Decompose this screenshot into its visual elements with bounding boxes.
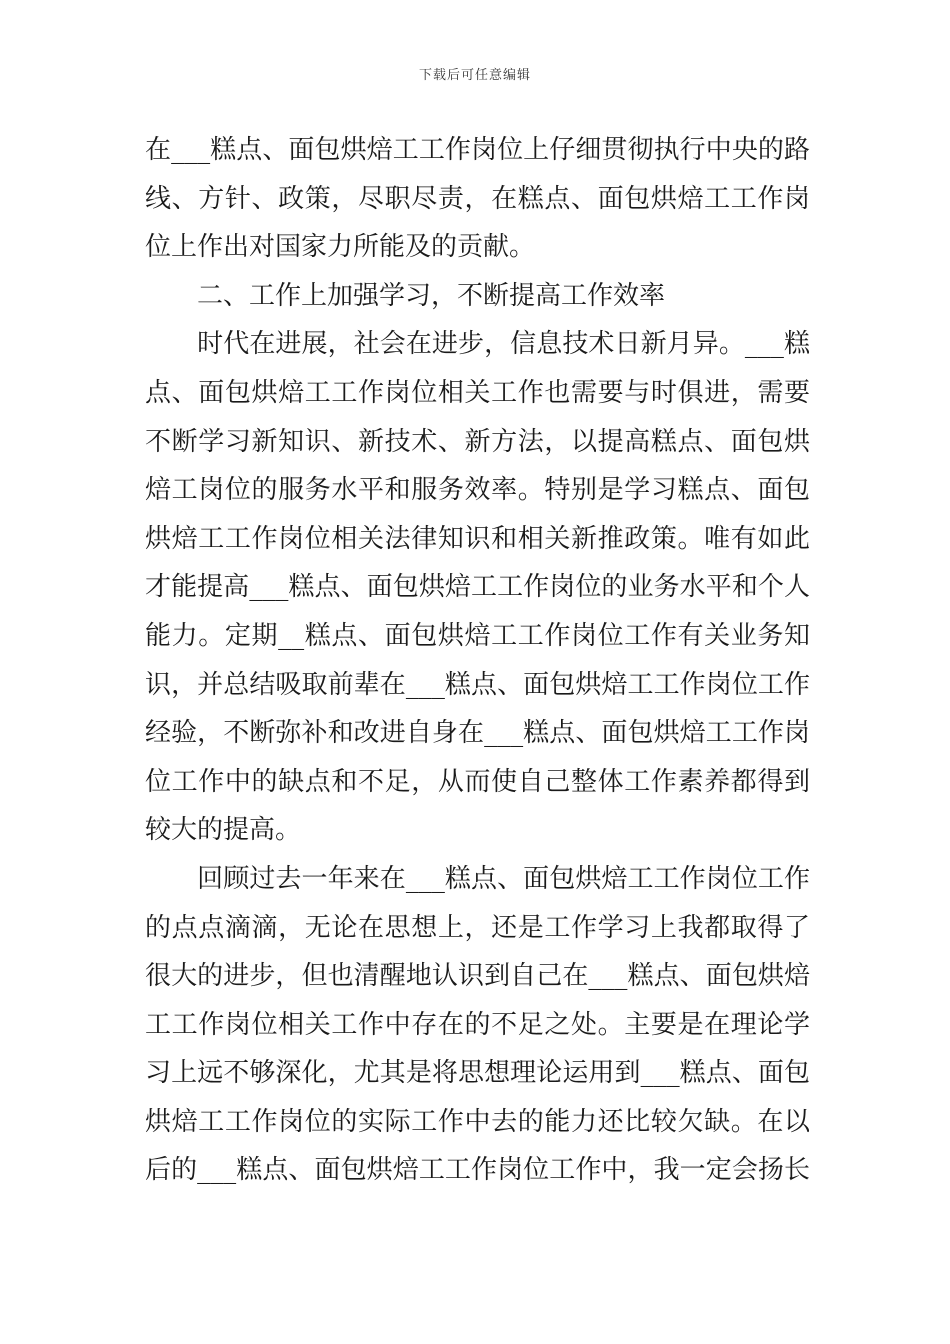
text-line: 后的___糕点、面包烘焙工工作岗位工作中，我一定会扬长 <box>145 1155 810 1186</box>
text-line: 识，并总结吸取前辈在___糕点、面包烘焙工工作岗位工作 <box>145 669 810 700</box>
text-line: 时代在进展，社会在进步，信息技术日新月异。___糕 <box>145 329 810 360</box>
text-line: 在___糕点、面包烘焙工工作岗位上仔细贯彻执行中央的路 <box>145 135 810 165</box>
text-line: 较大的提高。 <box>145 815 302 846</box>
text-line: 焙工岗位的服务水平和服务效率。特别是学习糕点、面包 <box>145 475 810 506</box>
text-line: 烘焙工工作岗位相关法律知识和相关新推政策。唯有如此 <box>145 523 810 554</box>
text-line: 能力。定期__糕点、面包烘焙工工作岗位工作有关业务知 <box>145 620 810 651</box>
page-header: 下载后可任意编辑 <box>418 68 531 83</box>
text-line: 习上远不够深化，尤其是将思想理论运用到___糕点、面包 <box>145 1058 810 1089</box>
text-line: 回顾过去一年来在___糕点、面包烘焙工工作岗位工作 <box>145 863 810 894</box>
text-line: 线、方针、政策，尽职尽责，在糕点、面包烘焙工工作岗 <box>145 183 810 214</box>
text-line: 很大的进步，但也清醒地认识到自己在___糕点、面包烘焙 <box>145 961 810 992</box>
text-line: 烘焙工工作岗位的实际工作中去的能力还比较欠缺。在以 <box>145 1106 810 1137</box>
text-line: 位上作出对国家力所能及的贡献。 <box>145 232 536 263</box>
text-line: 的点点滴滴，无论在思想上，还是工作学习上我都取得了 <box>145 912 810 943</box>
document-body <box>145 126 810 1195</box>
text-line: 点、面包烘焙工工作岗位相关工作也需要与时俱进，需要 <box>145 377 810 408</box>
text-line: 经验，不断弥补和改进自身在___糕点、面包烘焙工工作岗 <box>145 718 810 749</box>
text-line: 二、工作上加强学习，不断提高工作效率 <box>145 280 666 311</box>
text-line: 才能提高___糕点、面包烘焙工工作岗位的业务水平和个人 <box>145 572 810 603</box>
text-line: 不断学习新知识、新技术、新方法，以提高糕点、面包烘 <box>145 426 810 457</box>
text-line: 工工作岗位相关工作中存在的不足之处。主要是在理论学 <box>145 1009 810 1040</box>
text-line: 位工作中的缺点和不足，从而使自己整体工作素养都得到 <box>145 766 810 797</box>
